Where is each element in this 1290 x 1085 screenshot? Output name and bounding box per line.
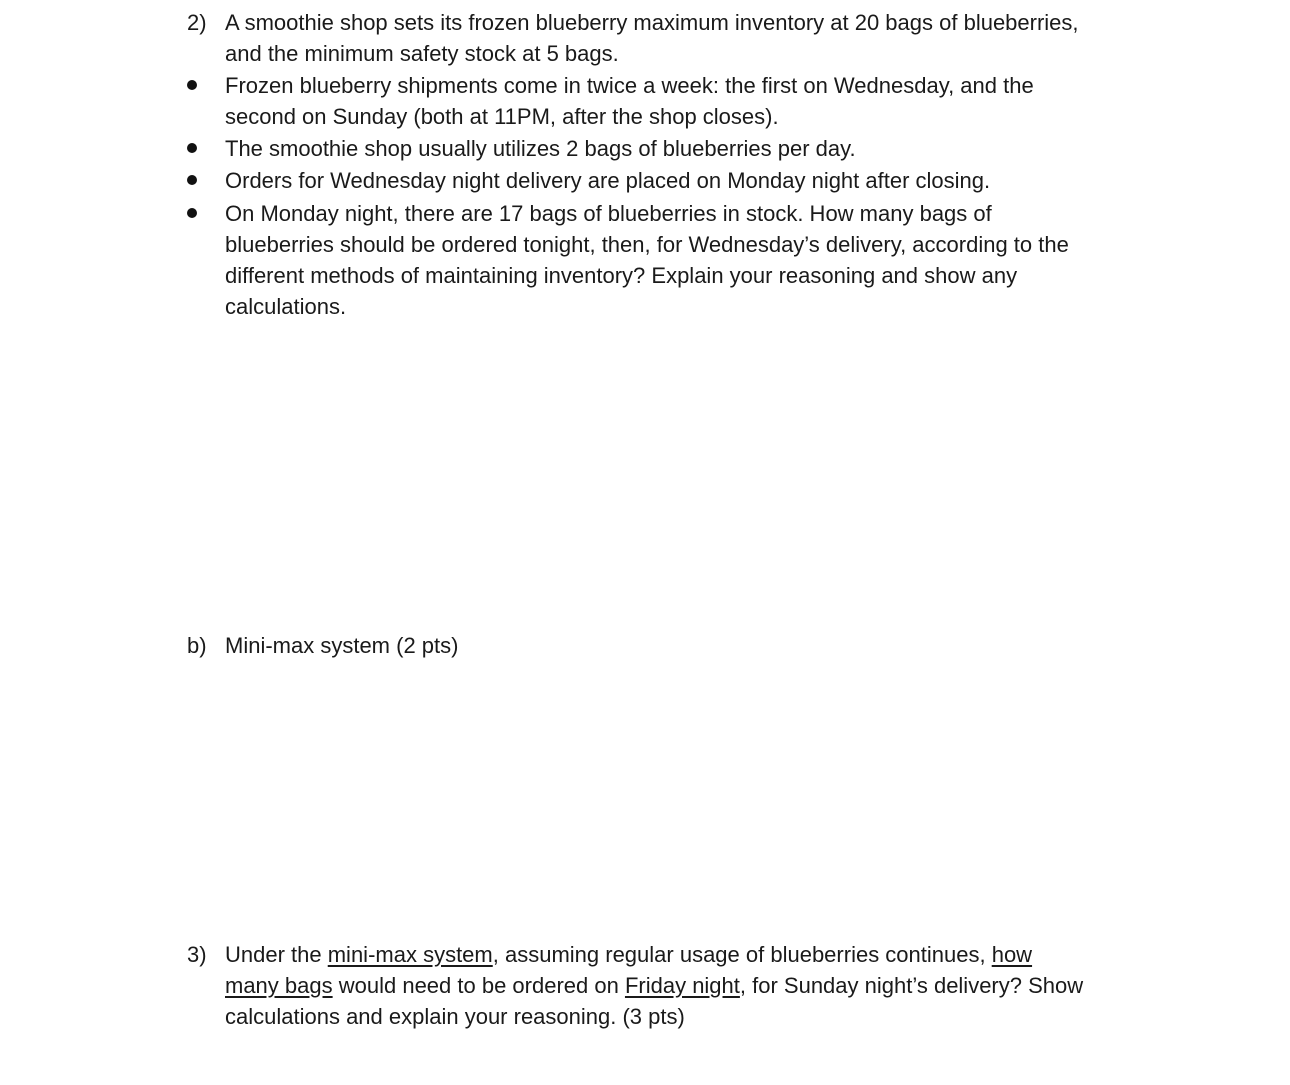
- bullet-item: [0, 70, 1290, 132]
- question-2-line-2: and the minimum safety stock at 5 bags.: [225, 41, 619, 66]
- q3-underline-many-bags: many bags: [225, 973, 333, 998]
- bullet-item: [0, 165, 1290, 196]
- bullet-1-line-1: Frozen blueberry shipments come in twice a week: the first on Wednesday, and the: [225, 73, 1034, 98]
- bullet-icon: [187, 143, 197, 153]
- question-3-line-1: [225, 939, 1145, 970]
- question-2: [0, 7, 1290, 69]
- question-3-line-2: [225, 970, 1145, 1001]
- part-b-number: b): [187, 633, 207, 658]
- bullet-item: [0, 198, 1290, 322]
- bullet-4-line-3: different methods of maintaining inventory? Explain your reasoning and show any: [225, 263, 1018, 288]
- q3-text: would need to be ordered on: [332, 973, 625, 998]
- q3-text: , for Sunday night’s delivery? Show: [739, 973, 1084, 998]
- question-3-number: 3): [187, 942, 207, 967]
- bullet-1-line-2: second on Sunday (both at 11PM, after the shop closes).: [225, 104, 779, 129]
- bullet-icon: [187, 175, 197, 185]
- q3-underline-mini-max: mini-max system: [327, 942, 493, 967]
- bullet-4-line-1: On Monday night, there are 17 bags of blueberries in stock. How many bags of: [225, 201, 992, 226]
- bullet-icon: [187, 80, 197, 90]
- question-2-number: 2): [187, 10, 207, 35]
- q3-underline-how: how: [991, 942, 1033, 967]
- bullet-3-line-1: Orders for Wednesday night delivery are placed on Monday night after closing.: [225, 168, 991, 193]
- bullet-4-line-4: calculations.: [225, 294, 347, 319]
- question-3: [0, 939, 1290, 1032]
- q3-underline-friday-night: Friday night: [624, 973, 740, 998]
- bullet-item: [0, 133, 1290, 164]
- bullet-4-line-2: blueberries should be ordered tonight, then, for Wednesday’s delivery, according to the: [225, 232, 1069, 257]
- bullet-icon: [187, 208, 197, 218]
- q3-text: Under the: [225, 942, 328, 967]
- bullet-2-line-1: The smoothie shop usually utilizes 2 bags of blueberries per day.: [225, 136, 856, 161]
- part-b-text: Mini-max system (2 pts): [225, 633, 459, 658]
- question-2-line-1: A smoothie shop sets its frozen blueberry maximum inventory at 20 bags of blueberries,: [225, 10, 1079, 35]
- part-b: [0, 630, 1290, 661]
- question-3-line-3: calculations and explain your reasoning. (3 pts): [225, 1004, 685, 1029]
- q3-text: , assuming regular usage of blueberries continues,: [492, 942, 992, 967]
